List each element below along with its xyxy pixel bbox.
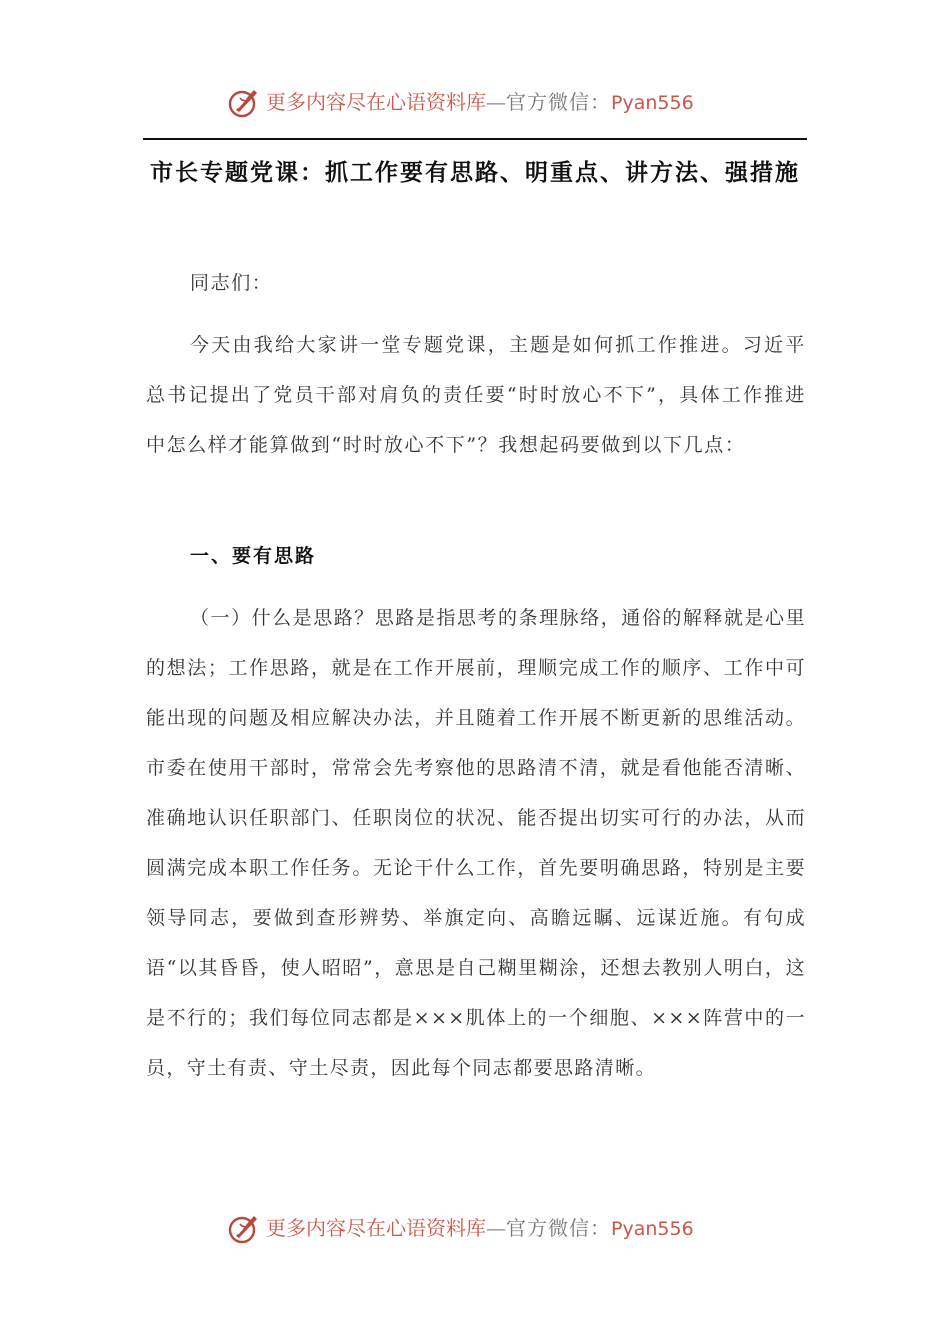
header-divider xyxy=(143,138,807,140)
intro-paragraph: 今天由我给大家讲一堂专题党课，主题是如何抓工作推进。习近平总书记提出了党员干部对肩负的责任要“时时放心不下”，具体工作推进中怎么样才能算做到“时时放心不下”？我想起码要做到以下几点： xyxy=(146,334,806,456)
header-banner xyxy=(0,82,950,122)
footer-banner xyxy=(0,1208,950,1248)
banner-wechat-id: Pyan556 xyxy=(611,91,694,114)
banner-wechat-label: 官方微信： xyxy=(506,1215,611,1240)
banner-wechat-label: 官方微信： xyxy=(506,89,611,114)
body-paragraph: （一）什么是思路？思路是指思考的条理脉络，通俗的解释就是心里的想法；工作思路，就是在工作开展前，理顺完成工作的顺序、工作中可能出现的问题及相应解决办法，并且随着工作开展不断更新的思维活动。市委在使用干部时，常常会先考察他的思路清不清，就是看他能否清晰、准确地认识任职部门、任职岗位的状况、能否提出切实可行的办法，从而圆满完成本职工作任务。无论干什么工作，首先要明确思路，特别是主要领导同志，要做到查形辨势、举旗定向、高瞻远瞩、远谋近施。有句成语“以其昏昏，使人昭昭”，意思是自己糊里糊涂，还想去教别人明白，这是不行的；我们每位同志都是×××肌体上的一个细胞、×××阵营中的一员，守土有责、守土尽责，因此每个同志都要思路清晰。 xyxy=(146,607,806,1079)
banner-wechat-id: Pyan556 xyxy=(611,1217,694,1240)
banner-site-name: 更多内容尽在心语资料库 xyxy=(266,89,486,114)
banner-dash: — xyxy=(486,89,506,114)
banner-dash: — xyxy=(486,1215,506,1240)
quill-logo-icon xyxy=(226,84,262,120)
document-title: 市长专题党课：抓工作要有思路、明重点、讲方法、强措施 xyxy=(150,160,800,186)
banner-site-name: 更多内容尽在心语资料库 xyxy=(266,1215,486,1240)
quill-logo-icon xyxy=(226,1210,262,1246)
greeting: 同志们： xyxy=(190,272,273,294)
section-heading: 一、要有思路 xyxy=(190,545,317,567)
